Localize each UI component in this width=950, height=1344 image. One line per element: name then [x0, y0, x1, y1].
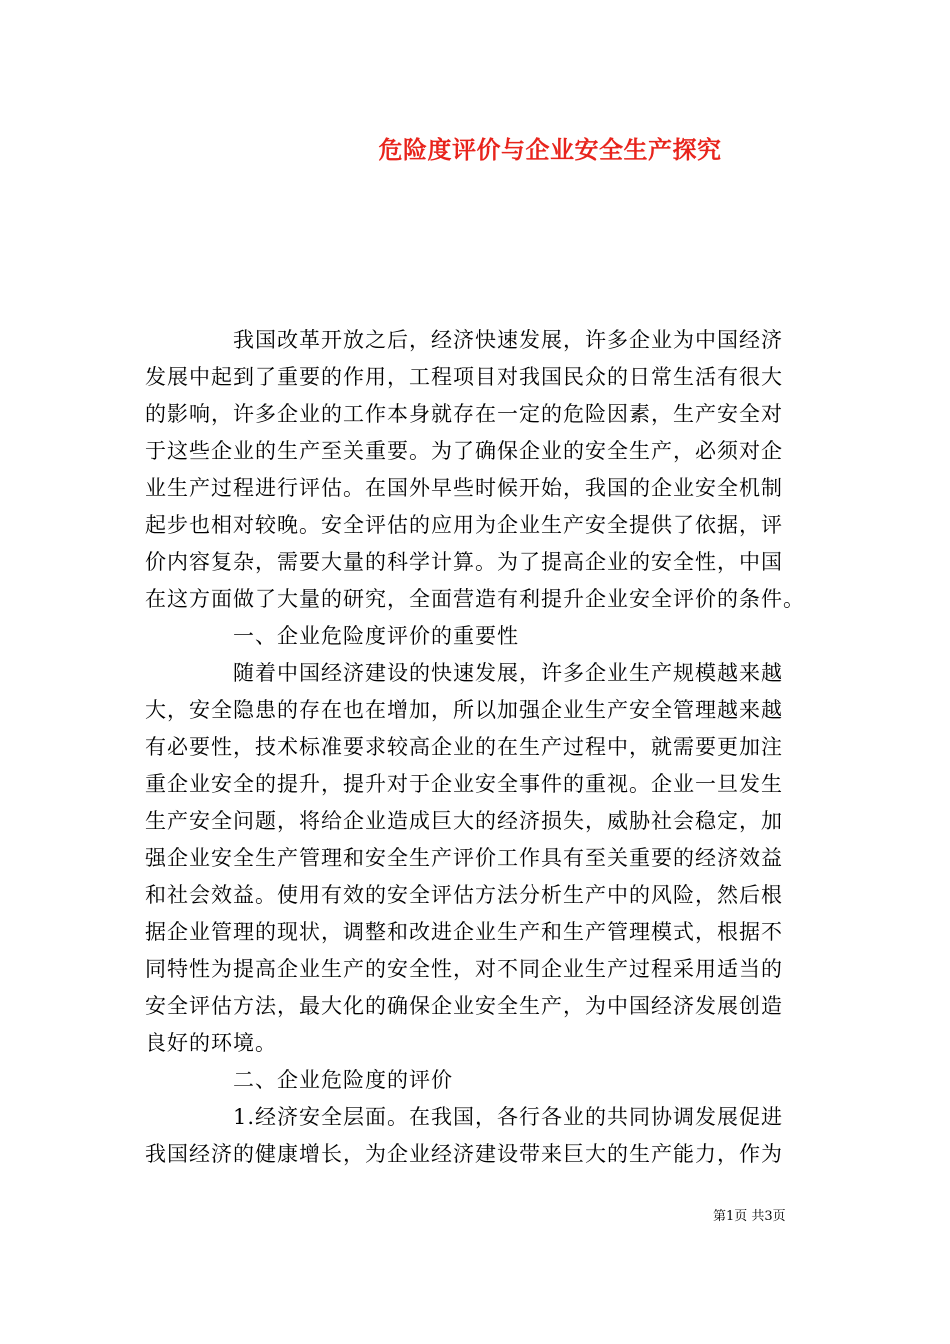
document-title: 危险度评价与企业安全生产探究 — [378, 135, 722, 164]
body-line: 我国经济的健康增长，为企业经济建设带来巨大的生产能力，作为 — [145, 1142, 783, 1166]
body-line: 生产安全问题，将给企业造成巨大的经济损失，威胁社会稳定，加 — [145, 809, 783, 833]
body-line: 1.经济安全层面。在我国，各行各业的共同协调发展促进 — [145, 1105, 784, 1129]
page-number-footer: 第1页 共3页 — [713, 1209, 786, 1224]
body-line: 起步也相对较晚。安全评估的应用为企业生产安全提供了依据，评 — [145, 513, 783, 537]
body-line: 业生产过程进行评估。在国外早些时候开始，我国的企业安全机制 — [145, 476, 783, 500]
body-line: 安全评估方法，最大化的确保企业安全生产，为中国经济发展创造 — [145, 994, 783, 1018]
body-line: 同特性为提高企业生产的安全性，对不同企业生产过程采用适当的 — [145, 957, 783, 981]
body-line: 我国改革开放之后，经济快速发展，许多企业为中国经济 — [145, 328, 783, 352]
body-line: 重企业安全的提升，提升对于企业安全事件的重视。企业一旦发生 — [145, 772, 783, 796]
body-line: 大，安全隐患的存在也在增加，所以加强企业生产安全管理越来越 — [145, 698, 783, 722]
body-line: 和社会效益。使用有效的安全评估方法分析生产中的风险，然后根 — [145, 883, 783, 907]
body-line: 于这些企业的生产至关重要。为了确保企业的安全生产，必须对企 — [145, 439, 783, 463]
body-line: 据企业管理的现状，调整和改进企业生产和生产管理模式，根据不 — [145, 920, 783, 944]
section-heading: 一、企业危险度评价的重要性 — [145, 624, 519, 648]
body-line: 良好的环境。 — [145, 1031, 277, 1055]
body-line: 的影响，许多企业的工作本身就存在一定的危险因素，生产安全对 — [145, 402, 783, 426]
body-line: 价内容复杂，需要大量的科学计算。为了提高企业的安全性，中国 — [145, 550, 783, 574]
body-line: 强企业安全生产管理和安全生产评价工作具有至关重要的经济效益 — [145, 846, 783, 870]
body-line: 发展中起到了重要的作用，工程项目对我国民众的日常生活有很大 — [145, 365, 783, 389]
body-line: 随着中国经济建设的快速发展，许多企业生产规模越来越 — [145, 661, 783, 685]
section-heading: 二、企业危险度的评价 — [145, 1068, 453, 1092]
body-line: 有必要性，技术标准要求较高企业的在生产过程中，就需要更加注 — [145, 735, 783, 759]
body-line: 在这方面做了大量的研究，全面营造有利提升企业安全评价的条件。 — [145, 587, 805, 611]
